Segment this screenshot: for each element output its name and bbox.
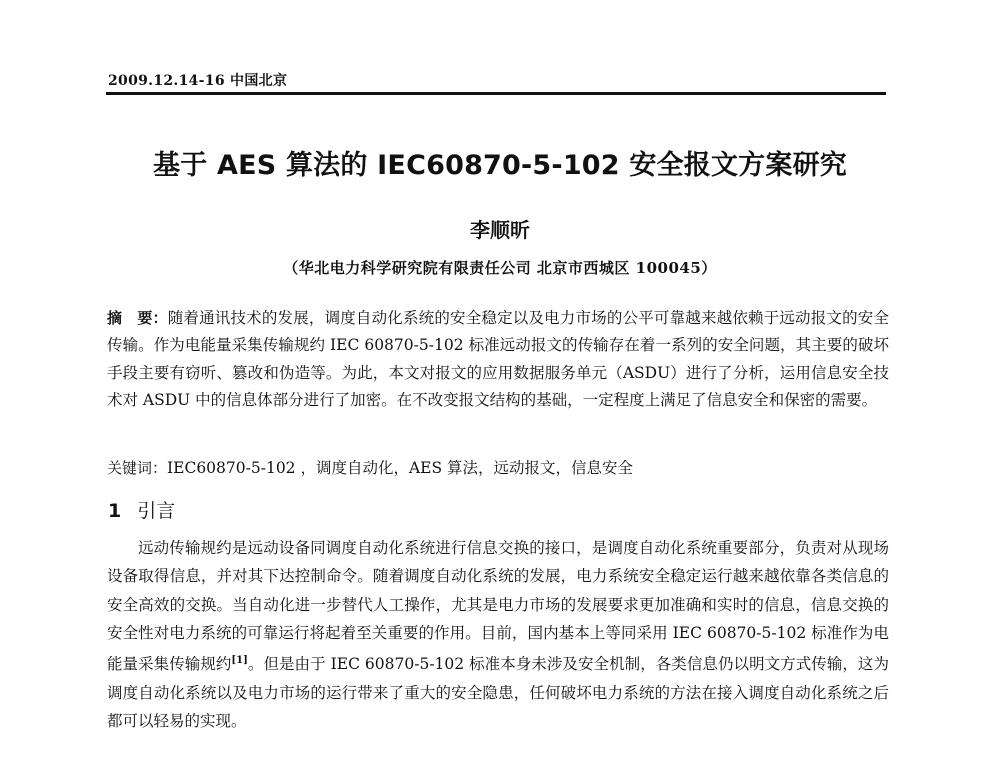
header-rule: [106, 92, 886, 95]
abstract-text: 随着通讯技术的发展，调度自动化系统的安全稳定以及电力市场的公平可靠越来越依赖于远动报文的安全传输。作为电能量采集传输规约 IEC 60870-5-102 标准远动报文的传输存在着一系列的安全问题，其主要的破坏手段主要有窃听、篡改和伪造等。为此，本文对报文的应用数据服务单元（ASDU）进行了分析，运用信息安全技术对 ASDU 中的信息体部分进行了加密。在不改变报文结构的基础，一定程度上满足了信息安全和保密的需要。: [107, 309, 889, 410]
keywords-text: IEC60870-5-102 ，调度自动化，AES 算法，远动报文，信息安全: [167, 459, 634, 477]
section-title: 引言: [137, 500, 176, 522]
citation-ref[interactable]: [1]: [231, 655, 248, 667]
abstract-label: 摘 要：: [107, 309, 168, 327]
author-name: 李顺昕: [470, 218, 530, 242]
intro-text-part2: 。但是由于 IEC 60870-5-102 标准本身未涉及安全机制，各类信息仍以明文方式传输，这为调度自动化系统以及电力市场的运行带来了重大的安全隐患，任何破坏电力系统的方法在接入调度自动化系统之后都可以轻易的实现。: [107, 655, 889, 730]
intro-paragraph: [107, 534, 889, 760]
paper-title: 基于 AES 算法的 IEC60870-5-102 安全报文方案研究: [153, 150, 847, 181]
keywords-label: 关键词：: [107, 459, 168, 477]
section-heading: [108, 496, 175, 523]
abstract: [107, 305, 889, 415]
intro-text-part1: 远动传输规约是远动设备同调度自动化系统进行信息交换的接口，是调度自动化系统重要部分，负责对从现场设备取得信息，并对其下达控制命令。随着调度自动化系统的发展，电力系统安全稳定运行越来越依靠各类信息的安全高效的交换。当自动化进一步替代人工操作，尤其是电力市场的发展要求更加准确和实时的信息，信息交换的安全性对电力系统的可靠运行将起着至关重要的作用。目前，国内基本上等同采用 IEC 60870-5-102 标准作为电能量采集传输规约: [107, 539, 889, 674]
keywords: [107, 455, 889, 482]
author-affiliation: （华北电力科学研究院有限责任公司 北京市西城区 100045）: [283, 259, 717, 277]
running-header: 2009.12.14-16 中国北京: [108, 73, 288, 89]
section-number: 1: [108, 500, 122, 522]
